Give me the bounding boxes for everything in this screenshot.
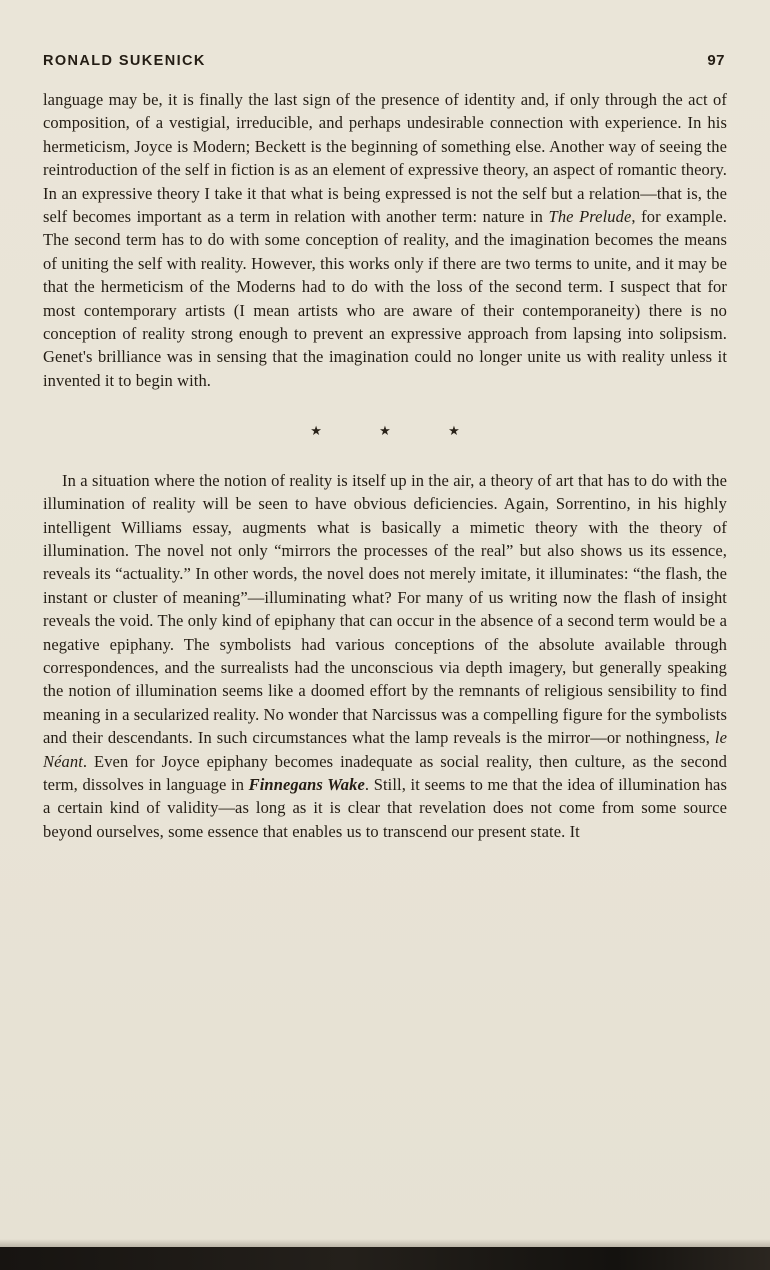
star-separator: ★ ★ ★ bbox=[310, 423, 460, 439]
paragraph-2 bbox=[43, 469, 727, 844]
paragraph-1 bbox=[43, 88, 727, 392]
text-segment: In a situation where the notion of reality is itself up in the air, a theory of art that has to do with the illumination of reality will be seen to have obvious deficiencies. Again, Sorrentino, in his highly intelligent Williams essay, augments what is basically a mimetic theory with the theory of illumination. The novel not only “mirrors the processes of the real” but also shows us its essence, reveals its “actuality.” In other words, the novel does not merely imitate, it illuminates: “the flash, the instant or cluster of meaning”—illuminating what? For many of us writing now the flash of insight reveals the void. The only kind of epiphany that can occur in the absence of a second term would be a negative epiphany. The symbolists had various conceptions of the absolute available through correspondences, and the surrealists had the unconscious via depth imagery, but generally speaking the notion of illumination seems like a doomed effort by the remnants of religious sensibility to find meaning in a secularized reality. No wonder that Narcissus was a compelling figure for the symbolists and their descendants. In such circumstances what the lamp reveals is the mirror—or nothingness, bbox=[43, 470, 727, 748]
body-text bbox=[43, 88, 727, 843]
running-header-author: RONALD SUKENICK bbox=[43, 53, 206, 69]
text-segment: le Néant bbox=[43, 728, 727, 771]
scan-edge-bottom bbox=[0, 1247, 770, 1270]
text-segment: Finnegans Wake bbox=[248, 774, 365, 794]
page-number: 97 bbox=[707, 52, 725, 69]
text-segment: . Still, it seems to me that the idea of illumination has a certain kind of validity—as long as it is clear that revelation does not come from some source beyond ourselves, some essence that enables us to transcend our present state. It bbox=[43, 774, 727, 841]
text-segment: . Even for Joyce epiphany becomes inadequate as social reality, then culture, as the second term, dissolves in language in bbox=[43, 751, 727, 794]
running-header bbox=[43, 52, 725, 69]
text-segment: The Prelude bbox=[548, 207, 632, 227]
text-segment: , for example. The second term has to do with some conception of reality, and the imagination becomes the means of uniting the self with reality. However, this works only if there are two terms to unite, and it may be that the hermeticism of the Moderns had to do with the loss of the second term. I suspect that for most contemporary artists (I mean artists who are aware of their contemporaneity) there is no conception of reality strong enough to prevent an expressive approach from lapsing into solipsism. Genet's brilliance was in sensing that the imagination could no longer unite us with reality unless it invented it to begin with. bbox=[43, 207, 728, 390]
scan-edge-shadow bbox=[0, 1239, 770, 1247]
text-segment: language may be, it is finally the last sign of the presence of identity and, if only through the act of composition, of a vestigial, irreducible, and perhaps undesirable connection with experience. In his hermeticism, Joyce is Modern; Beckett is the beginning of something else. Another way of seeing the reintroduction of the self in fiction is as an element of expressive theory, an aspect of romantic theory. In an expressive theory I take it that what is being expressed is not the self but a relation—that is, the self becomes important as a term in relation with another term: nature in bbox=[43, 90, 727, 227]
